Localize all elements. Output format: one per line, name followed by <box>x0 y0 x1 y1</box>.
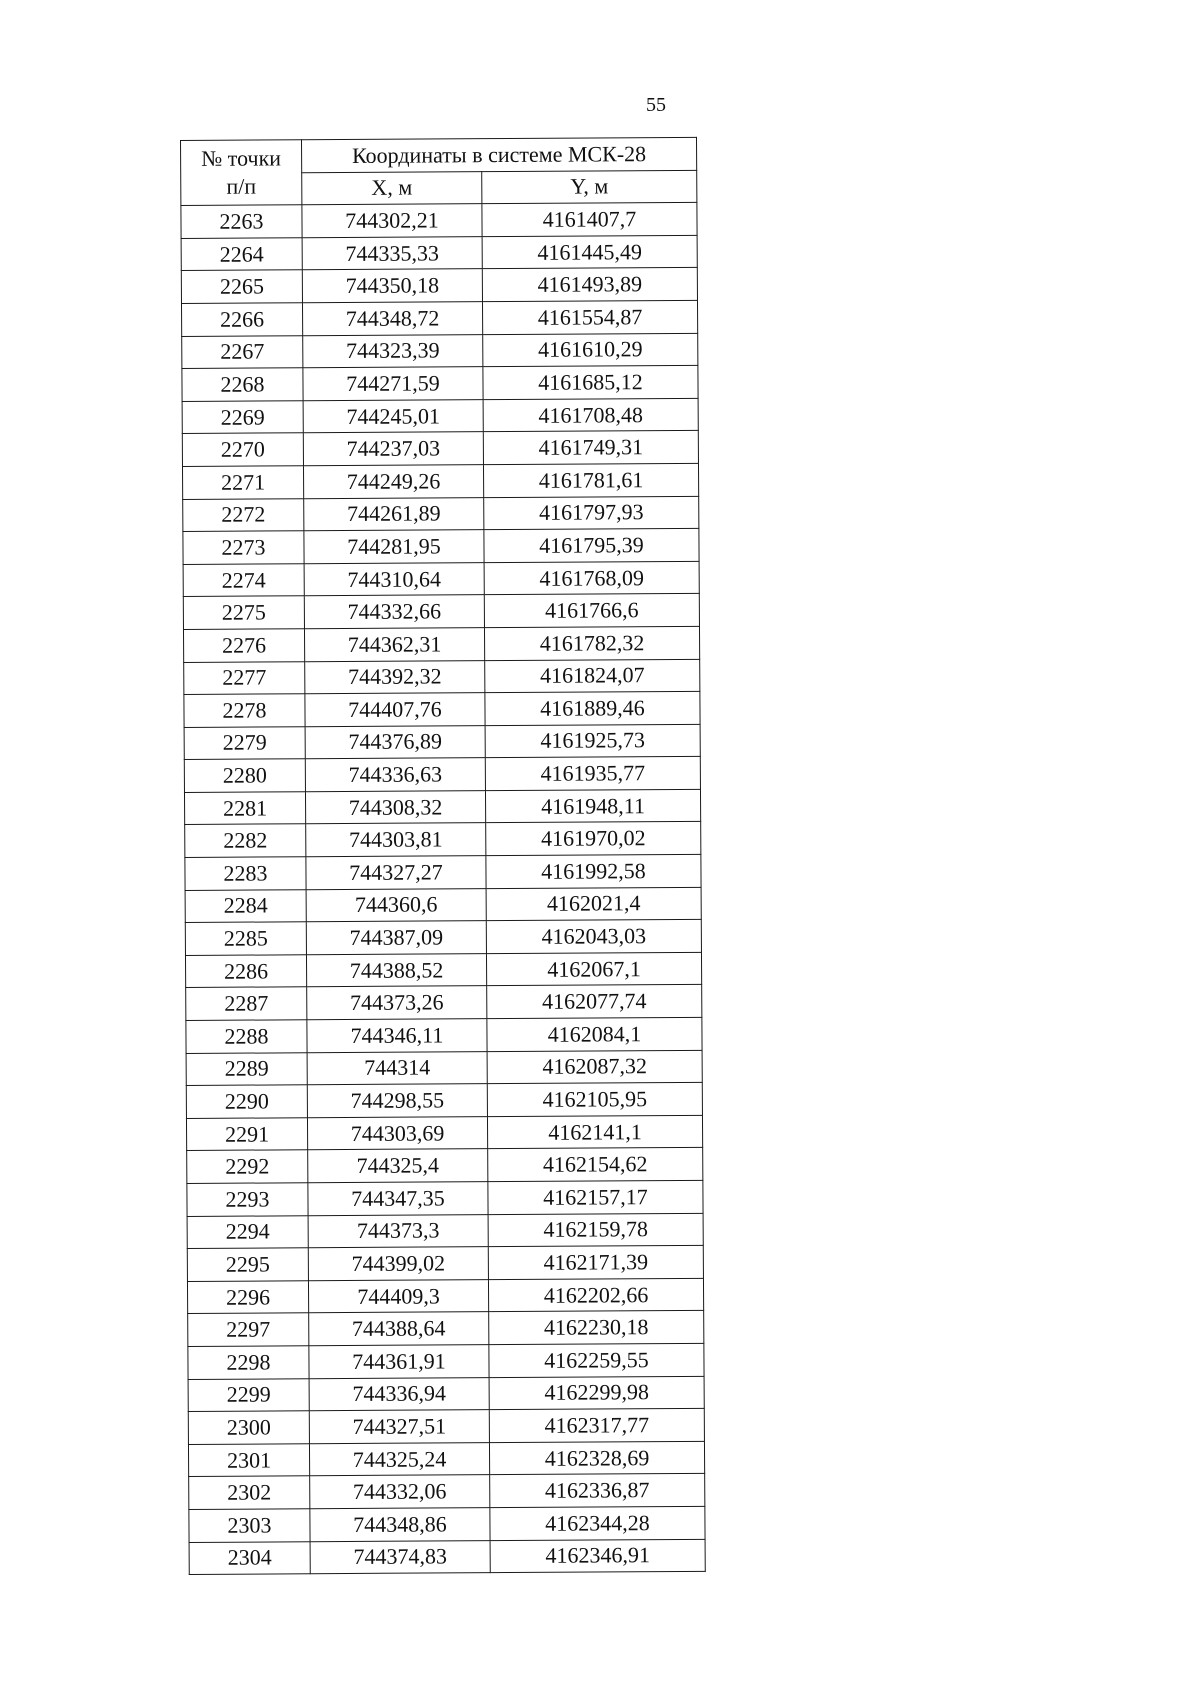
coordinates-system-header: Координаты в системе МСК-28 <box>302 137 697 172</box>
table-row <box>189 1506 705 1542</box>
x-coordinate-cell: 744271,59 <box>303 367 483 401</box>
y-coordinate-cell: 4162159,78 <box>488 1213 703 1247</box>
y-coordinate-cell: 4161685,12 <box>483 365 698 399</box>
x-coordinate-cell: 744388,64 <box>309 1312 489 1346</box>
x-coordinate-cell: 744346,11 <box>307 1019 487 1053</box>
y-coordinate-cell: 4161795,39 <box>484 528 699 562</box>
table-row <box>182 333 698 369</box>
point-number-cell: 2274 <box>183 563 304 596</box>
x-coordinate-cell: 744332,66 <box>304 595 484 629</box>
point-number-cell: 2296 <box>187 1281 308 1314</box>
table-row <box>182 463 698 499</box>
point-number-cell: 2265 <box>181 270 302 303</box>
y-coordinate-cell: 4161610,29 <box>483 333 698 367</box>
point-number-cell: 2271 <box>182 466 303 499</box>
x-coordinate-cell: 744325,4 <box>308 1149 488 1183</box>
y-coordinate-cell: 4162171,39 <box>488 1246 703 1280</box>
table-row <box>184 757 700 793</box>
point-number-cell: 2287 <box>186 987 307 1020</box>
y-coordinate-cell: 4161445,49 <box>482 235 697 269</box>
point-number-cell: 2288 <box>186 1020 307 1053</box>
table-row <box>186 985 702 1021</box>
coordinates-table <box>180 137 706 1575</box>
point-number-cell: 2281 <box>184 792 305 825</box>
x-coordinate-cell: 744308,32 <box>305 791 485 825</box>
y-coordinate-cell: 4162202,66 <box>488 1278 703 1312</box>
x-coordinate-cell: 744245,01 <box>303 399 483 433</box>
x-coordinate-cell: 744323,39 <box>303 334 483 368</box>
y-coordinate-cell: 4161782,32 <box>484 626 699 660</box>
y-coordinate-cell: 4161766,6 <box>484 594 699 628</box>
y-coordinate-cell: 4162105,95 <box>487 1083 702 1117</box>
y-coordinate-cell: 4161925,73 <box>485 724 700 758</box>
table-row <box>189 1474 705 1510</box>
point-number-cell: 2286 <box>185 955 306 988</box>
table-row <box>189 1539 705 1575</box>
y-coordinate-cell: 4162230,18 <box>489 1311 704 1345</box>
table-row <box>181 268 697 304</box>
point-number-cell: 2279 <box>184 726 305 759</box>
y-coordinate-cell: 4162077,74 <box>487 985 702 1019</box>
table-header <box>181 137 697 205</box>
y-coordinate-cell: 4162141,1 <box>487 1115 702 1149</box>
y-coordinate-cell: 4161749,31 <box>483 431 698 465</box>
y-coordinate-cell: 4161992,58 <box>486 854 701 888</box>
x-coordinate-cell: 744335,33 <box>302 236 482 270</box>
y-coordinate-cell: 4161407,7 <box>482 203 697 237</box>
point-number-cell: 2268 <box>182 368 303 401</box>
point-number-cell: 2277 <box>184 661 305 694</box>
x-coordinate-cell: 744302,21 <box>302 204 482 238</box>
point-number-cell: 2300 <box>188 1411 309 1444</box>
x-coordinate-cell: 744399,02 <box>308 1247 488 1281</box>
y-coordinate-cell: 4162317,77 <box>489 1408 704 1442</box>
y-coordinate-cell: 4162157,17 <box>488 1180 703 1214</box>
y-coordinate-cell: 4162299,98 <box>489 1376 704 1410</box>
x-coordinate-cell: 744392,32 <box>305 660 485 694</box>
table-row <box>188 1408 704 1444</box>
table-row <box>184 724 700 760</box>
table-row <box>182 431 698 467</box>
point-number-cell: 2295 <box>187 1248 308 1281</box>
point-number-cell: 2284 <box>185 889 306 922</box>
y-coordinate-cell: 4161781,61 <box>483 463 698 497</box>
table-row <box>187 1148 703 1184</box>
table-row <box>183 594 699 630</box>
table-row <box>185 920 701 956</box>
x-coordinate-cell: 744327,51 <box>309 1410 489 1444</box>
table-row <box>185 887 701 923</box>
x-coordinate-cell: 744332,06 <box>310 1475 490 1509</box>
point-number-cell: 2291 <box>186 1118 307 1151</box>
table-row <box>186 1017 702 1053</box>
point-number-cell: 2292 <box>187 1150 308 1183</box>
table-row <box>187 1213 703 1249</box>
x-coordinate-cell: 744348,86 <box>310 1508 490 1542</box>
table-row <box>185 854 701 890</box>
table-row <box>184 691 700 727</box>
x-coordinate-cell: 744347,35 <box>308 1182 488 1216</box>
y-coordinate-cell: 4162336,87 <box>490 1474 705 1508</box>
table-row <box>183 496 699 532</box>
y-coordinate-cell: 4161935,77 <box>485 757 700 791</box>
point-number-cell: 2293 <box>187 1183 308 1216</box>
y-coordinate-cell: 4162154,62 <box>488 1148 703 1182</box>
table-row <box>183 528 699 564</box>
x-coordinate-cell: 744348,72 <box>302 302 482 336</box>
y-coordinate-cell: 4162087,32 <box>487 1050 702 1084</box>
table-row <box>183 626 699 662</box>
table-row <box>187 1180 703 1216</box>
x-coordinate-cell: 744298,55 <box>307 1084 487 1118</box>
y-coordinate-cell: 4162259,55 <box>489 1343 704 1377</box>
point-number-cell: 2264 <box>181 238 302 271</box>
x-column-header: X, м <box>302 171 482 205</box>
y-coordinate-cell: 4161797,93 <box>484 496 699 530</box>
x-coordinate-cell: 744303,69 <box>307 1116 487 1150</box>
point-number-cell: 2304 <box>189 1541 310 1574</box>
table-body <box>181 203 705 1575</box>
point-number-cell: 2282 <box>185 824 306 857</box>
y-column-header: Y, м <box>482 170 697 204</box>
point-number-cell: 2275 <box>183 596 304 629</box>
x-coordinate-cell: 744237,03 <box>303 432 483 466</box>
x-coordinate-cell: 744374,83 <box>310 1540 490 1574</box>
y-coordinate-cell: 4162021,4 <box>486 887 701 921</box>
point-number-cell: 2302 <box>189 1476 310 1509</box>
point-number-cell: 2298 <box>188 1346 309 1379</box>
x-coordinate-cell: 744261,89 <box>304 497 484 531</box>
table-row <box>185 822 701 858</box>
point-number-cell: 2297 <box>188 1313 309 1346</box>
x-coordinate-cell: 744336,63 <box>305 758 485 792</box>
x-coordinate-cell: 744281,95 <box>304 530 484 564</box>
y-coordinate-cell: 4161554,87 <box>482 300 697 334</box>
point-number-cell: 2272 <box>183 498 304 531</box>
point-number-cell: 2289 <box>186 1052 307 1085</box>
point-number-cell: 2285 <box>185 922 306 955</box>
y-coordinate-cell: 4161824,07 <box>485 659 700 693</box>
x-coordinate-cell: 744387,09 <box>306 921 486 955</box>
point-number-cell: 2294 <box>187 1215 308 1248</box>
table-row <box>182 365 698 401</box>
y-coordinate-cell: 4161970,02 <box>486 822 701 856</box>
y-coordinate-cell: 4161889,46 <box>485 691 700 725</box>
table-row <box>188 1441 704 1477</box>
point-number-cell: 2290 <box>186 1085 307 1118</box>
table-row <box>187 1246 703 1282</box>
point-number-header-line1: № точки <box>201 145 282 171</box>
x-coordinate-cell: 744409,3 <box>308 1279 488 1313</box>
x-coordinate-cell: 744325,24 <box>309 1442 489 1476</box>
x-coordinate-cell: 744310,64 <box>304 562 484 596</box>
table-row <box>184 789 700 825</box>
y-coordinate-cell: 4162346,91 <box>490 1539 705 1573</box>
point-number-cell: 2278 <box>184 694 305 727</box>
x-coordinate-cell: 744361,91 <box>309 1345 489 1379</box>
x-coordinate-cell: 744314 <box>307 1051 487 1085</box>
x-coordinate-cell: 744360,6 <box>306 888 486 922</box>
x-coordinate-cell: 744373,3 <box>308 1214 488 1248</box>
y-coordinate-cell: 4162328,69 <box>489 1441 704 1475</box>
point-number-cell: 2283 <box>185 857 306 890</box>
table-row <box>183 561 699 597</box>
y-coordinate-cell: 4162084,1 <box>487 1017 702 1051</box>
table-row <box>184 659 700 695</box>
table-row <box>182 398 698 434</box>
table-row <box>185 952 701 988</box>
table-row <box>188 1343 704 1379</box>
point-number-cell: 2269 <box>182 401 303 434</box>
point-number-cell: 2280 <box>184 759 305 792</box>
point-number-cell: 2263 <box>181 205 302 238</box>
table-row <box>181 235 697 271</box>
x-coordinate-cell: 744350,18 <box>302 269 482 303</box>
point-number-cell: 2270 <box>182 433 303 466</box>
table-row <box>188 1376 704 1412</box>
point-number-cell: 2301 <box>188 1443 309 1476</box>
x-coordinate-cell: 744373,26 <box>307 986 487 1020</box>
x-coordinate-cell: 744362,31 <box>304 628 484 662</box>
point-number-cell: 2273 <box>183 531 304 564</box>
x-coordinate-cell: 744376,89 <box>305 725 485 759</box>
y-coordinate-cell: 4161768,09 <box>484 561 699 595</box>
table-row <box>186 1050 702 1086</box>
table-row <box>181 300 697 336</box>
y-coordinate-cell: 4162043,03 <box>486 920 701 954</box>
x-coordinate-cell: 744303,81 <box>306 823 486 857</box>
point-number-header-line2: п/п <box>226 173 257 199</box>
y-coordinate-cell: 4161708,48 <box>483 398 698 432</box>
table-row <box>188 1311 704 1347</box>
y-coordinate-cell: 4161493,89 <box>482 268 697 302</box>
y-coordinate-cell: 4161948,11 <box>485 789 700 823</box>
x-coordinate-cell: 744327,27 <box>306 856 486 890</box>
y-coordinate-cell: 4162067,1 <box>486 952 701 986</box>
x-coordinate-cell: 744407,76 <box>305 693 485 727</box>
x-coordinate-cell: 744249,26 <box>303 465 483 499</box>
point-number-cell: 2276 <box>183 629 304 662</box>
y-coordinate-cell: 4162344,28 <box>490 1506 705 1540</box>
table-row <box>186 1083 702 1119</box>
point-number-header <box>181 140 302 206</box>
table-row <box>181 203 697 239</box>
page-number: 55 <box>646 94 666 116</box>
x-coordinate-cell: 744388,52 <box>306 953 486 987</box>
table-row <box>186 1115 702 1151</box>
point-number-cell: 2303 <box>189 1509 310 1542</box>
point-number-cell: 2266 <box>181 303 302 336</box>
point-number-cell: 2267 <box>182 335 303 368</box>
x-coordinate-cell: 744336,94 <box>309 1377 489 1411</box>
table-row <box>187 1278 703 1314</box>
point-number-cell: 2299 <box>188 1378 309 1411</box>
